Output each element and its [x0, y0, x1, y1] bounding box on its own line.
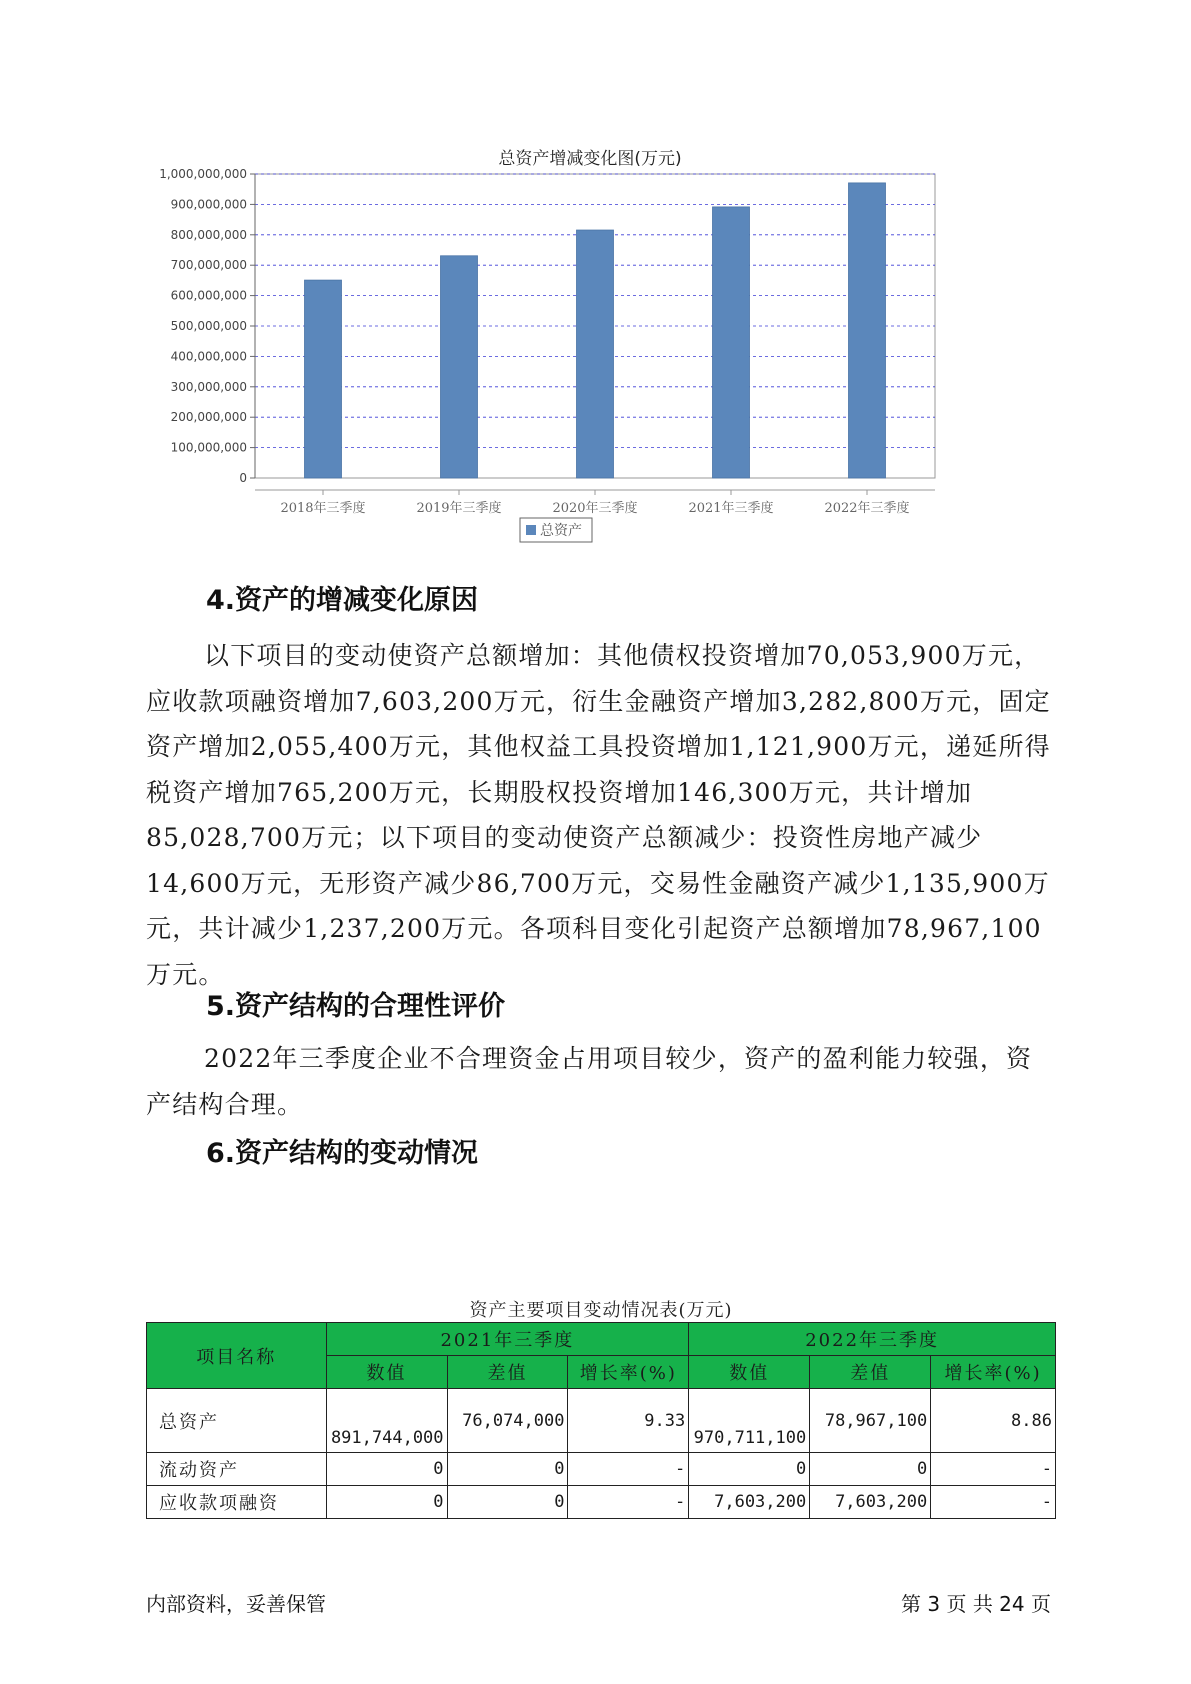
cell-growth: 9.33	[568, 1389, 689, 1453]
table-row	[147, 1486, 1056, 1519]
item-name-header: 项目名称	[147, 1323, 327, 1389]
section-heading-5: 5.资产结构的合理性评价	[206, 991, 506, 1022]
row-name: 应收款项融资	[147, 1486, 327, 1519]
table-row	[147, 1453, 1056, 1486]
cell-diff: 0	[810, 1453, 931, 1486]
legend-label: 总资产	[540, 523, 582, 539]
total-assets-chart	[150, 140, 1030, 590]
table-row	[147, 1389, 1056, 1453]
y-tick-label: 500,000,000	[170, 319, 247, 333]
cell-value: 970,711,100	[689, 1389, 810, 1453]
cell-value: 0	[326, 1453, 447, 1486]
footer-page-number: 第 3 页 共 24 页	[901, 1592, 1051, 1616]
cell-value: 0	[689, 1453, 810, 1486]
cell-diff: 76,074,000	[447, 1389, 568, 1453]
chart-title: 总资产增减变化图(万元)	[498, 149, 682, 169]
table-caption: 资产主要项目变动情况表(万元)	[469, 1300, 733, 1321]
cell-growth: -	[931, 1486, 1056, 1519]
cell-value: 891,744,000	[326, 1389, 447, 1453]
x-tick-label: 2022年三季度	[824, 501, 910, 516]
section-heading-4: 4.资产的增减变化原因	[206, 585, 479, 616]
cell-diff: 0	[447, 1453, 568, 1486]
y-tick-label: 900,000,000	[170, 197, 247, 212]
y-tick-label: 700,000,000	[170, 258, 247, 273]
section-paragraph-4: 以下项目的变动使资产总额增加：其他债权投资增加70,053,900万元，应收款项融资增加7,603,200万元，衍生金融资产增加3,282,800万元，固定资产增加2,055,400万元，其他权益工具投资增加1,121,900万元，递延所得税资产增加765,200万元，长期股权投资增加146,300万元，共计增加85,028,700万元；以下项目的变动使资产总额减少：投资性房地产减少14,600万元，无形资产减少86,700万元，交易性金融资产减少1,135,900万元，共计减少1,237,200万元。各项科目变化引起资产总额增加78,967,100万元。	[146, 641, 1051, 989]
legend-swatch	[526, 525, 536, 535]
bar	[713, 207, 750, 478]
y-tick-label: 800,000,000	[170, 227, 247, 242]
cell-growth: -	[568, 1453, 689, 1486]
subheader-diff: 差值	[810, 1356, 931, 1389]
period-header-2021: 2021年三季度	[326, 1323, 689, 1356]
bar	[441, 256, 478, 478]
cell-diff: 7,603,200	[810, 1486, 931, 1519]
y-tick-label: 100,000,000	[170, 440, 247, 455]
chart-svg	[150, 140, 1030, 590]
cell-value: 7,603,200	[689, 1486, 810, 1519]
cell-growth: -	[931, 1453, 1056, 1486]
cell-growth: -	[568, 1486, 689, 1519]
period-header-2022: 2022年三季度	[689, 1323, 1056, 1356]
y-tick-label: 300,000,000	[170, 379, 247, 394]
y-tick-label: 600,000,000	[170, 288, 247, 303]
subheader-growth: 增长率(%)	[931, 1356, 1056, 1389]
bar	[577, 230, 614, 478]
row-name: 流动资产	[147, 1453, 327, 1486]
cell-diff: 78,967,100	[810, 1389, 931, 1453]
asset-change-table	[146, 1322, 1056, 1519]
y-tick-label: 1,000,000,000	[159, 167, 247, 181]
section-paragraph-5: 2022年三季度企业不合理资金占用项目较少，资产的盈利能力较强，资产结构合理。	[146, 1044, 1033, 1119]
x-tick-label: 2018年三季度	[280, 501, 366, 516]
legend	[520, 518, 592, 542]
subheader-value: 数值	[326, 1356, 447, 1389]
bar	[849, 183, 886, 478]
row-name: 总资产	[147, 1389, 327, 1453]
subheader-diff: 差值	[447, 1356, 568, 1389]
y-tick-label: 0	[239, 471, 247, 485]
x-tick-label: 2021年三季度	[688, 501, 774, 516]
cell-diff: 0	[447, 1486, 568, 1519]
x-tick-label: 2019年三季度	[416, 501, 502, 516]
subheader-value: 数值	[689, 1356, 810, 1389]
y-tick-label: 400,000,000	[170, 349, 247, 364]
y-tick-label: 200,000,000	[170, 410, 247, 425]
cell-growth: 8.86	[931, 1389, 1056, 1453]
section-heading-6: 6.资产结构的变动情况	[206, 1138, 479, 1169]
footer-confidential-note: 内部资料，妥善保管	[146, 1592, 326, 1616]
x-tick-label: 2020年三季度	[552, 501, 638, 516]
bar	[305, 280, 342, 478]
cell-value: 0	[326, 1486, 447, 1519]
subheader-growth: 增长率(%)	[568, 1356, 689, 1389]
